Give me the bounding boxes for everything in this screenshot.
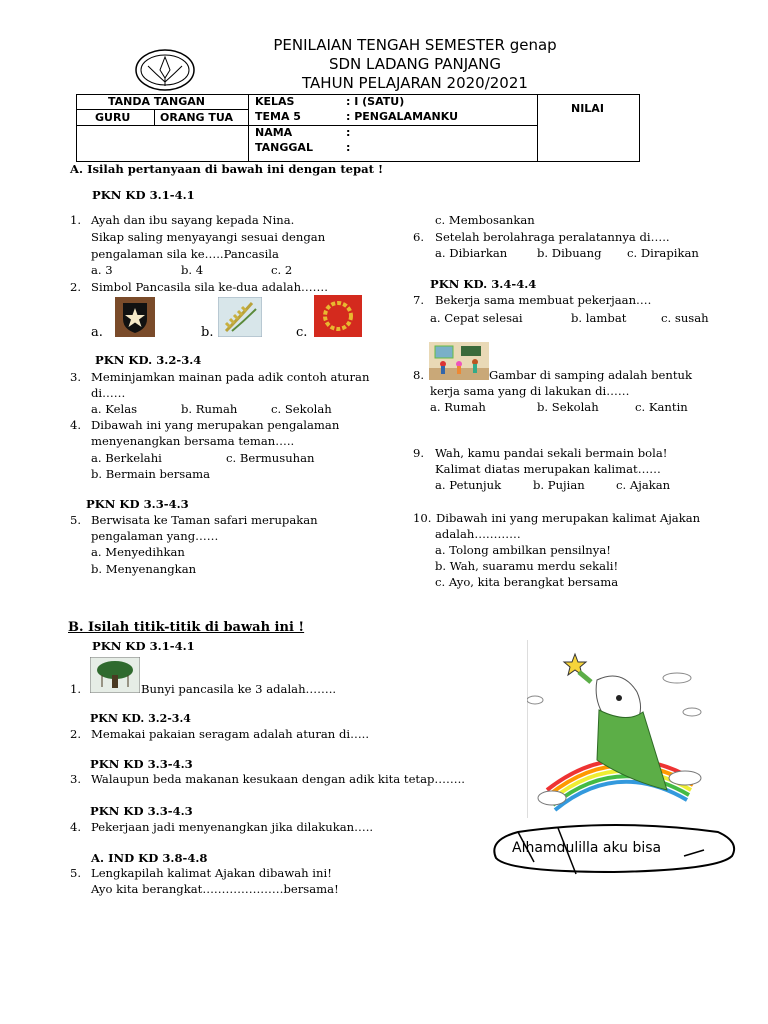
q1-number: 1. — [70, 213, 82, 227]
date-value: : — [346, 141, 351, 154]
rice-cotton-icon — [218, 297, 262, 337]
section-a-title: A. Isilah pertanyaan di bawah ini dengan tepat ! — [70, 162, 384, 176]
section-b-kd-5: A. IND KD 3.8-4.8 — [91, 851, 208, 865]
exam-title: PENILAIAN TENGAH SEMESTER genap — [273, 36, 557, 54]
q1-option-c: c. 2 — [271, 263, 293, 277]
parent-label: ORANG TUA — [160, 111, 234, 124]
section-b-kd-4: PKN KD 3.3-4.3 — [90, 804, 193, 818]
q10-line1: Dibawah ini yang merupakan kalimat Ajakan — [436, 511, 701, 525]
q4-option-b: b. Bermain bersama — [91, 467, 211, 481]
date-label: TANGGAL — [255, 141, 313, 154]
q6-number: 6. — [413, 230, 425, 244]
q2-option-b: b. — [201, 325, 214, 340]
q3-option-b: b. Rumah — [181, 402, 238, 416]
q4-number: 4. — [70, 418, 82, 432]
b-q3-number: 3. — [70, 772, 82, 786]
name-value: : — [346, 126, 351, 139]
b-q2-text: Memakai pakaian seragam adalah aturan di….. — [91, 727, 370, 741]
q5-number: 5. — [70, 513, 82, 527]
q7-number: 7. — [413, 293, 425, 307]
q7-option-a: a. Cepat selesai — [430, 311, 523, 325]
q4-line2: menyenangkan bersama teman….. — [91, 434, 295, 448]
q2-line1: Simbol Pancasila sila ke-dua adalah……. — [91, 280, 328, 294]
speech-bubble-text: Alhamdulilla aku bisa — [512, 840, 662, 856]
name-label: NAMA — [255, 126, 293, 139]
class-label: KELAS — [255, 95, 295, 108]
q6-option-a: a. Dibiarkan — [435, 246, 508, 260]
theme-value: : PENGALAMANKU — [346, 110, 459, 123]
q3-number: 3. — [70, 370, 82, 384]
q8-line1: Gambar di samping adalah bentuk — [489, 368, 693, 382]
q8-option-c: c. Kantin — [635, 400, 688, 414]
school-name: SDN LADANG PANJANG — [328, 55, 502, 73]
q7-line1: Bekerja sama membuat pekerjaan…. — [435, 293, 652, 307]
q8-option-a: a. Rumah — [430, 400, 486, 414]
girl-on-rainbow-illustration — [527, 640, 719, 818]
q10-option-c: c. Ayo, kita berangkat bersama — [435, 575, 619, 589]
q10-line2: adalah………… — [435, 527, 521, 541]
section-b-kd-2: PKN KD. 3.2-3.4 — [90, 712, 191, 725]
b-q5-line1: Lengkapilah kalimat Ajakan dibawah ini! — [91, 866, 332, 880]
section-a-kd-4: PKN KD. 3.4-4.4 — [430, 277, 537, 291]
q3-option-c: c. Sekolah — [271, 402, 332, 416]
b-q1-text: Bunyi pancasila ke 3 adalah…….. — [141, 682, 337, 696]
q7-option-c: c. susah — [661, 311, 709, 325]
classroom-cleaning-picture — [429, 342, 489, 380]
q1-line2: Sikap saling menyayangi sesuai dengan — [91, 230, 326, 244]
signature-header: TANDA TANGAN — [108, 95, 205, 108]
score-label: NILAI — [571, 102, 604, 115]
chain-icon — [314, 295, 362, 337]
section-a-kd-1: PKN KD 3.1-4.1 — [92, 188, 195, 202]
q9-number: 9. — [413, 446, 425, 460]
section-b-title-text: B. Isilah titik-titik di bawah ini ! — [68, 620, 305, 635]
q1-option-b: b. 4 — [181, 263, 204, 277]
q8-line2: kerja sama yang di lakukan di…… — [430, 384, 630, 398]
banyan-tree-icon — [90, 657, 140, 693]
q10-option-b: b. Wah, suaramu merdu sekali! — [435, 559, 619, 573]
section-a-kd-2: PKN KD. 3.2-3.4 — [95, 353, 202, 367]
q6-option-b: b. Dibuang — [537, 246, 602, 260]
q1-line1: Ayah dan ibu sayang kepada Nina. — [91, 213, 295, 227]
q9-option-c: c. Ajakan — [616, 478, 671, 492]
q5-line2: pengalaman yang…… — [91, 529, 219, 543]
q6-option-c: c. Dirapikan — [627, 246, 699, 260]
q5-option-a: a. Menyedihkan — [91, 545, 185, 559]
q7-option-b: b. lambat — [571, 311, 627, 325]
q4-line1: Dibawah ini yang merupakan pengalaman — [91, 418, 340, 432]
q9-option-a: a. Petunjuk — [435, 478, 502, 492]
b-q5-line2: Ayo kita berangkat…………………bersama! — [91, 882, 339, 896]
b-q3-text: Walaupun beda makanan kesukaan dengan adik kita tetap…….. — [91, 772, 465, 786]
b-q5-number: 5. — [70, 866, 82, 880]
q3-line1: Meminjamkan mainan pada adik contoh aturan — [91, 370, 370, 384]
q5-option-b: b. Menyenangkan — [91, 562, 197, 576]
section-b-kd-1: PKN KD 3.1-4.1 — [92, 639, 195, 653]
school-year: TAHUN PELAJARAN 2020/2021 — [302, 74, 528, 92]
theme-label: TEMA 5 — [255, 110, 301, 123]
teacher-label: GURU — [95, 111, 131, 124]
q2-option-a: a. — [91, 325, 103, 340]
q10-number: 10. — [413, 511, 432, 525]
q1-option-a: a. 3 — [91, 263, 113, 277]
q2-number: 2. — [70, 280, 82, 294]
q9-line1: Wah, kamu pandai sekali bermain bola! — [435, 446, 668, 460]
q5-line1: Berwisata ke Taman safari merupakan — [91, 513, 318, 527]
q6-line1: Setelah berolahraga peralatannya di….. — [435, 230, 670, 244]
q4-option-c: c. Bermusuhan — [226, 451, 315, 465]
b-q1-number: 1. — [70, 682, 82, 696]
q5-option-c: c. Membosankan — [435, 213, 535, 227]
q9-option-b: b. Pujian — [533, 478, 585, 492]
b-q2-number: 2. — [70, 727, 82, 741]
q3-line2: di…… — [91, 386, 126, 400]
class-value: : I (SATU) — [346, 95, 405, 108]
q8-number: 8. — [413, 368, 425, 382]
q10-option-a: a. Tolong ambilkan pensilnya! — [435, 543, 611, 557]
b-q4-text: Pekerjaan jadi menyenangkan jika dilakukan….. — [91, 820, 374, 834]
q3-option-a: a. Kelas — [91, 402, 138, 416]
q1-line3: pengalaman sila ke…..Pancasila — [91, 247, 279, 261]
q9-line2: Kalimat diatas merupakan kalimat…… — [435, 462, 661, 476]
q2-option-c: c. — [296, 325, 308, 340]
q4-option-a: a. Berkelahi — [91, 451, 162, 465]
q8-option-b: b. Sekolah — [537, 400, 599, 414]
section-a-kd-3: PKN KD 3.3-4.3 — [86, 497, 189, 511]
star-icon — [115, 297, 155, 337]
section-b-kd-3: PKN KD 3.3-4.3 — [90, 757, 193, 771]
b-q4-number: 4. — [70, 820, 82, 834]
section-b-title — [68, 620, 304, 635]
